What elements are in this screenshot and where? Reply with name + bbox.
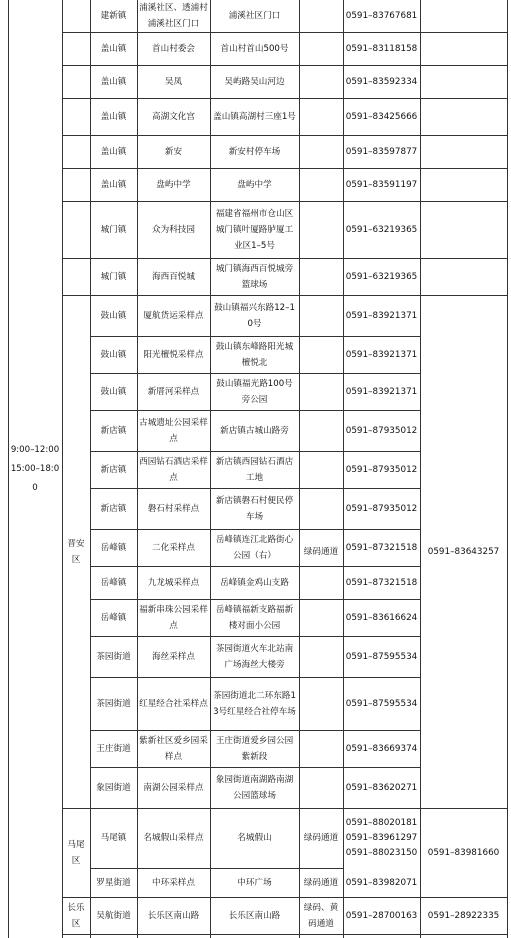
code-channel: 绿码通道 xyxy=(303,546,339,557)
site-cell: 西园钻石酒店采样点 xyxy=(139,456,208,483)
town-cell: 盖山镇 xyxy=(100,179,127,190)
site-cell: 高湖文化宫 xyxy=(152,111,195,122)
phone-cell: 0591–83982071 xyxy=(345,877,418,888)
site-cell: 名城假山采样点 xyxy=(143,833,204,843)
site-cell: 长乐区南山路 xyxy=(147,910,200,921)
code-channel: 绿码通道 xyxy=(303,833,339,843)
district-name: 马尾区 xyxy=(67,839,85,866)
hotline-cell xyxy=(420,295,507,808)
phone-cell: 0591–63219365 xyxy=(345,271,418,282)
address-cell: 吴屿路吴山河边 xyxy=(224,76,285,87)
site-cell: 首山村委会 xyxy=(152,43,195,54)
town-cell: 吴航街道 xyxy=(96,910,131,921)
phone-cell: 0591–83425666 xyxy=(345,111,418,122)
town-cell: 盖山镇 xyxy=(100,146,127,157)
town-cell: 鼓山镇 xyxy=(100,310,127,321)
town-cell: 岳峰镇 xyxy=(100,577,127,588)
address-cell: 城门镇海西百悦城旁篮球场 xyxy=(215,263,294,290)
address-cell: 王庄街道爱乡园公园紫新段 xyxy=(215,735,294,762)
address-cell: 盖山镇高湖村三座1号 xyxy=(213,111,296,122)
phone-list-cell xyxy=(343,808,420,868)
address-cell: 岳峰镇连江北路街心公园（右） xyxy=(215,534,294,561)
district-name: 晋安区 xyxy=(67,538,85,565)
district-cell xyxy=(62,897,90,934)
phone-cell: 0591–83767681 xyxy=(345,11,418,21)
town-cell: 盖山镇 xyxy=(100,43,127,54)
address-cell: 新店镇西园钻石酒店工地 xyxy=(215,456,294,483)
time-slot: 9:00–12:00 15:00–18:00 xyxy=(10,444,60,493)
code-channel-cell xyxy=(299,295,343,808)
phone-cell: 0591–87321518 xyxy=(345,542,418,553)
site-cell: 古城遗址公园采样点 xyxy=(139,417,208,444)
address-cell: 新安村停车场 xyxy=(228,146,281,157)
site-cell: 众为科技园 xyxy=(152,224,195,235)
town-cell: 建新镇 xyxy=(100,11,127,21)
site-cell: 紫新社区爱乡园采样点 xyxy=(139,735,208,762)
town-cell: 岳峰镇 xyxy=(100,542,127,553)
phone-line: 0591–88020181 xyxy=(345,817,418,828)
address-cell: 鼓山镇福兴东路12–10号 xyxy=(214,302,295,329)
address-cell: 首山村首山500号 xyxy=(220,43,289,54)
town-cell: 盖山镇 xyxy=(100,76,127,87)
site-cell: 阳光檀悦采样点 xyxy=(143,349,204,360)
town-cell: 王庄街道 xyxy=(96,743,131,754)
address-cell: 长乐区南山路 xyxy=(228,910,281,921)
code-channel-cell xyxy=(299,808,343,868)
hotline: 0591–83981660 xyxy=(427,847,500,858)
column-rule xyxy=(507,0,508,938)
hotline-cell xyxy=(420,897,507,934)
site-cell: 浦溪社区、透浦村浦溪社区门口 xyxy=(139,3,208,29)
address-cell: 鼓山镇福光路100号旁公园 xyxy=(216,378,293,405)
town-cell: 新店镇 xyxy=(100,464,127,475)
address-cell: 鼓山镇东峰路阳光城檀悦北 xyxy=(215,341,294,368)
site-cell: 九龙城采样点 xyxy=(147,577,200,588)
site-cell: 海丝采样点 xyxy=(152,651,195,662)
phone-cell: 0591–87595534 xyxy=(345,698,418,709)
site-cell: 中环采样点 xyxy=(152,877,195,888)
address-cell: 茶园街道火车北站南广场海丝大楼旁 xyxy=(215,643,294,670)
code-channel-cell xyxy=(299,868,343,897)
address-cell: 新店镇磐石村便民停车场 xyxy=(215,495,294,522)
phone-cell: 0591–83591197 xyxy=(345,179,418,190)
town-cell: 鼓山镇 xyxy=(100,349,127,360)
phone-cell: 0591–87321518 xyxy=(345,577,418,588)
town-cell: 马尾镇 xyxy=(100,833,127,843)
address-cell: 岳峰镇金鸡山支路 xyxy=(220,577,289,588)
town-cell: 茶园街道 xyxy=(96,651,131,662)
address-cell: 中环广场 xyxy=(237,877,272,888)
address-cell: 福建省福州市仓山区城门镇叶厦路胪厦工业区1–5号 xyxy=(215,208,294,251)
town-cell: 鼓山镇 xyxy=(100,386,127,397)
phone-cell: 0591–83669374 xyxy=(345,743,418,754)
district-name: 长乐区 xyxy=(67,902,85,929)
town-cell: 城门镇 xyxy=(100,224,127,235)
town-cell: 茶园街道 xyxy=(96,698,131,709)
town-cell: 新店镇 xyxy=(100,503,127,514)
code-channel-cell xyxy=(299,897,343,934)
site-cell: 吴凤 xyxy=(164,76,183,87)
phone-cell: 0591–83616624 xyxy=(345,612,418,623)
site-cell: 新安 xyxy=(164,146,183,157)
district-cell xyxy=(62,295,90,808)
address-cell: 新店镇古城山路旁 xyxy=(220,425,289,436)
hotline: 0591–83643257 xyxy=(427,546,500,557)
address-cell: 浦溪社区门口 xyxy=(228,11,281,21)
town-cell: 象园街道 xyxy=(96,782,131,793)
site-cell: 磐石村采样点 xyxy=(147,503,200,514)
code-channel: 绿码通道 xyxy=(303,877,339,888)
phone-line: 0591–83961297 xyxy=(345,832,418,843)
address-cell: 岳峰镇福新支路福新楼对面小公园 xyxy=(215,604,294,631)
phone-cell: 0591–83921371 xyxy=(345,349,418,360)
phone-line: 0591–88023150 xyxy=(345,847,418,858)
address-cell: 名城假山 xyxy=(237,833,272,843)
phone-cell: 0591–87935012 xyxy=(345,464,418,475)
site-cell: 福新串珠公园采样点 xyxy=(139,604,208,631)
phone-cell: 0591–63219365 xyxy=(345,224,418,235)
town-cell: 城门镇 xyxy=(100,271,127,282)
site-cell: 二化采样点 xyxy=(152,542,195,553)
address-cell: 盘屿中学 xyxy=(237,179,272,190)
town-cell: 岳峰镇 xyxy=(100,612,127,623)
town-cell: 罗星街道 xyxy=(96,877,131,888)
address-cell: 茶园街道北二环东路13号红星经合社停车场 xyxy=(213,690,296,717)
site-cell: 厦航货运采样点 xyxy=(143,310,204,321)
phone-cell: 0591–83921371 xyxy=(345,386,418,397)
town-cell: 新店镇 xyxy=(100,425,127,436)
town-cell: 盖山镇 xyxy=(100,111,127,122)
district-cell xyxy=(62,808,90,897)
site-cell: 南湖公园采样点 xyxy=(143,782,204,793)
phone-cell: 0591–87595534 xyxy=(345,651,418,662)
row-rule xyxy=(62,934,507,935)
site-cell: 红星经合社采样点 xyxy=(139,698,208,709)
phone-cell: 0591–87935012 xyxy=(345,425,418,436)
code-channel: 绿码、黄码通道 xyxy=(303,902,339,929)
hotline-cell xyxy=(420,808,507,897)
phone-cell: 0591–83592334 xyxy=(345,76,418,87)
phone-cell: 0591–83921371 xyxy=(345,310,418,321)
phone-cell: 0591–83620271 xyxy=(345,782,418,793)
site-cell: 盘屿中学 xyxy=(156,179,191,190)
site-cell: 新厝河采样点 xyxy=(147,386,200,397)
hotline: 0591–28922335 xyxy=(427,910,500,921)
phone-cell: 0591–28700163 xyxy=(345,910,418,921)
phone-cell: 0591–83597877 xyxy=(345,146,418,157)
address-cell: 象园街道南湖路南湖公园篮球场 xyxy=(215,774,294,801)
phone-cell: 0591–87935012 xyxy=(345,503,418,514)
time-slot-cell xyxy=(8,0,62,938)
phone-cell: 0591–83118158 xyxy=(345,43,418,54)
site-cell: 海西百悦城 xyxy=(152,271,195,282)
